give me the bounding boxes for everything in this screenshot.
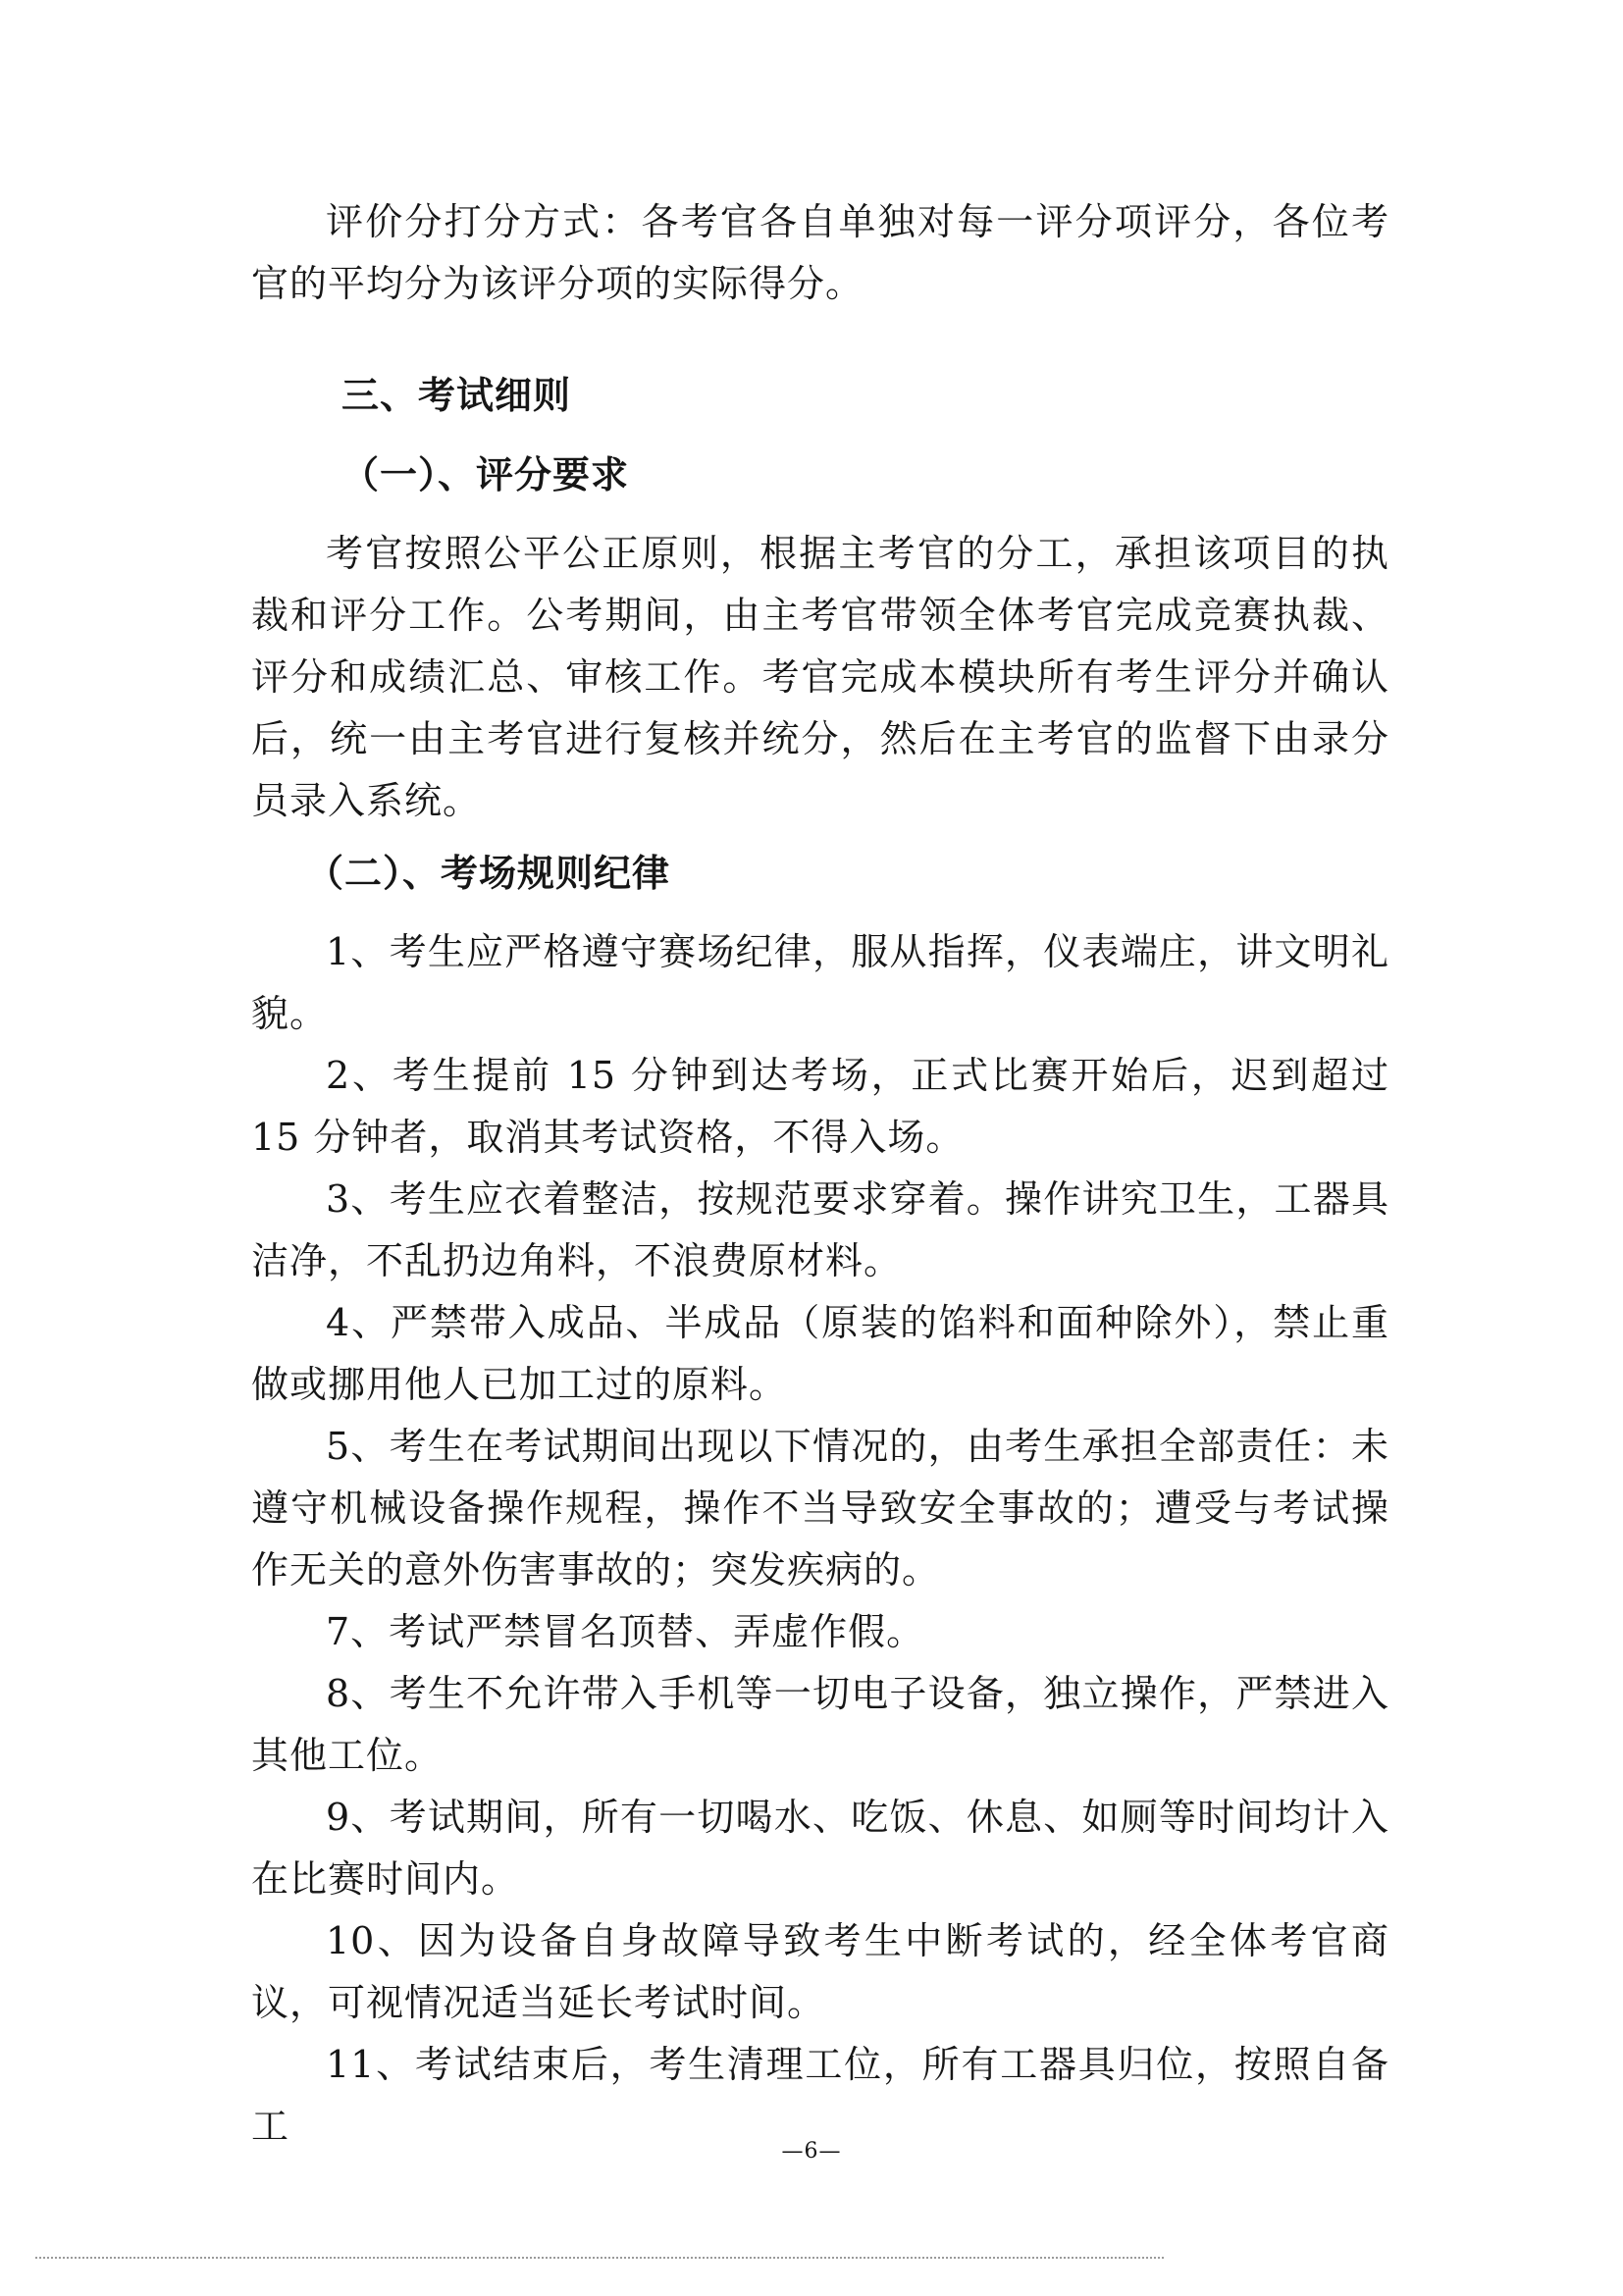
page-number: —6— [781,2139,842,2164]
scan-artifact-line [35,2257,1164,2259]
subsection-title-rules: （二）、考场规则纪律 [306,851,671,895]
rule-item: 9、考试期间，所有一切喝水、吃饭、休息、如厕等时间均计入在比赛时间内。 [251,1796,1389,1901]
rule-item: 1、考生应严格遵守赛场纪律，服从指挥，仪表端庄，讲文明礼貌。 [251,930,1389,1035]
rule-item: 4、严禁带入成品、半成品（原装的馅料和面种除外），禁止重做或挪用他人已加工过的原料。 [251,1301,1389,1406]
document-body [251,191,1389,2158]
rule-item: 3、考生应衣着整洁，按规范要求穿着。操作讲究卫生，工器具洁净，不乱扔边角料，不浪费原材料。 [251,1177,1389,1282]
rule-item: 10、因为设备自身故障导致考生中断考试的，经全体考官商议，可视情况适当延长考试时间。 [251,1919,1389,2024]
rule-item: 8、考生不允许带入手机等一切电子设备，独立操作，严禁进入其他工位。 [251,1672,1389,1777]
rule-item: 2、考生提前 15 分钟到达考场，正式比赛开始后，迟到超过 15 分钟者，取消其考试资格，不得入场。 [251,1054,1389,1159]
rule-item: 7、考试严禁冒名顶替、弄虚作假。 [326,1610,925,1653]
rule-item: 11、考试结束后，考生清理工位，所有工器具归位，按照自备工 [251,2043,1389,2148]
rule-item: 5、考生在考试期间出现以下情况的，由考生承担全部责任：未遵守机械设备操作规程，操作不当导致安全事故的；遭受与考试操作无关的意外伤害事故的；突发疾病的。 [251,1425,1389,1592]
subsection-title-scoring: （一）、评分要求 [341,452,630,496]
scoring-method-paragraph: 评价分打分方式：各考官各自单独对每一评分项评分，各位考官的平均分为该评分项的实际得分。 [251,200,1389,305]
section-title: 三、考试细则 [341,373,572,417]
scoring-requirements-paragraph: 考官按照公平公正原则，根据主考官的分工，承担该项目的执裁和评分工作。公考期间，由主考官带领全体考官完成竞赛执裁、评分和成绩汇总、审核工作。考官完成本模块所有考生评分并确认后，统一由主考官进行复核并统分，然后在主考官的监督下由录分员录入系统。 [251,532,1389,822]
